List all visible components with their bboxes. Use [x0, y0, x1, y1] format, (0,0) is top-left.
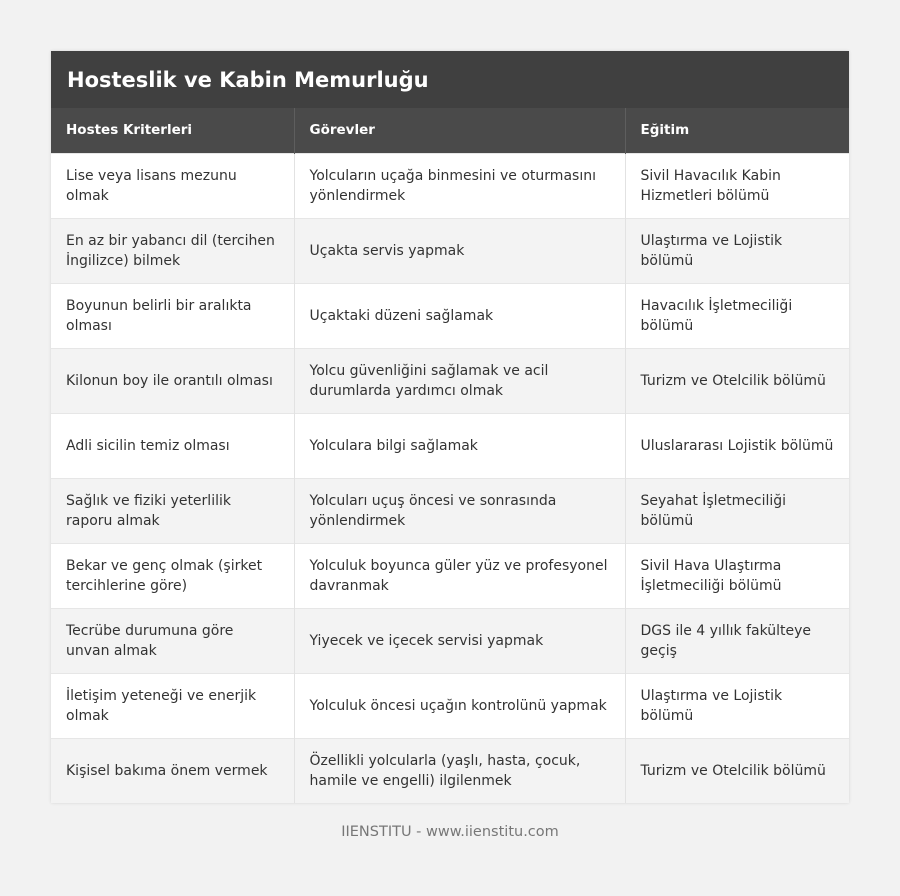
cell-education: DGS ile 4 yıllık fakülteye geçiş: [625, 608, 849, 673]
cell-duty: Yolcuların uçağa binmesini ve oturmasını yönlendirmek: [294, 153, 625, 218]
cell-criteria: İletişim yeteneği ve enerjik olmak: [51, 673, 294, 738]
cell-criteria: Boyunun belirli bir aralıkta olması: [51, 283, 294, 348]
table-title: Hosteslik ve Kabin Memurluğu: [51, 51, 849, 108]
header-education: Eğitim: [640, 122, 690, 139]
cell-education: Sivil Havacılık Kabin Hizmetleri bölümü: [625, 153, 849, 218]
cell-duty: Yolculara bilgi sağlamak: [294, 413, 625, 478]
table-row: [51, 478, 849, 543]
table-header: [51, 108, 849, 153]
cell-duty: Uçaktaki düzeni sağlamak: [294, 283, 625, 348]
table-row: [51, 673, 849, 738]
table-row: [51, 153, 849, 218]
cell-criteria: Kilonun boy ile orantılı olması: [51, 348, 294, 413]
table-body: [51, 153, 849, 803]
table-row: [51, 608, 849, 673]
cell-duty: Yolcuları uçuş öncesi ve sonrasında yönlendirmek: [294, 478, 625, 543]
cell-education: Turizm ve Otelcilik bölümü: [625, 738, 849, 803]
cell-education: Sivil Hava Ulaştırma İşletmeciliği bölümü: [625, 543, 849, 608]
cell-criteria: Bekar ve genç olmak (şirket tercihlerine göre): [51, 543, 294, 608]
cell-duty: Yolculuk öncesi uçağın kontrolünü yapmak: [294, 673, 625, 738]
data-table: [51, 108, 849, 803]
cell-education: Turizm ve Otelcilik bölümü: [625, 348, 849, 413]
cell-duty: Yiyecek ve içecek servisi yapmak: [294, 608, 625, 673]
cell-duty: Yolcu güvenliğini sağlamak ve acil durumlarda yardımcı olmak: [294, 348, 625, 413]
header-duties: Görevler: [294, 108, 625, 153]
table-card: [51, 51, 849, 803]
cell-duty: Yolculuk boyunca güler yüz ve profesyonel davranmak: [294, 543, 625, 608]
cell-criteria: En az bir yabancı dil (tercihen İngilizce) bilmek: [51, 218, 294, 283]
header-criteria: Hostes Kriterleri: [51, 108, 294, 153]
cell-duty: Özellikli yolcularla (yaşlı, hasta, çocuk, hamile ve engelli) ilgilenmek: [294, 738, 625, 803]
table-row: [51, 543, 849, 608]
header-row: [51, 108, 849, 153]
cell-criteria: Lise veya lisans mezunu olmak: [51, 153, 294, 218]
footer-credit: IIENSTITU - www.iienstitu.com: [341, 824, 559, 840]
cell-education: Ulaştırma ve Lojistik bölümü: [625, 673, 849, 738]
cell-duty: Uçakta servis yapmak: [294, 218, 625, 283]
cell-criteria: Sağlık ve fiziki yeterlilik raporu almak: [51, 478, 294, 543]
cell-criteria: Adli sicilin temiz olması: [51, 413, 294, 478]
cell-criteria: Kişisel bakıma önem vermek: [51, 738, 294, 803]
table-row: [51, 218, 849, 283]
cell-criteria: Tecrübe durumuna göre unvan almak: [51, 608, 294, 673]
table-row: [51, 283, 849, 348]
cell-education: Havacılık İşletmeciliği bölümü: [625, 283, 849, 348]
cell-education: Uluslararası Lojistik bölümü: [625, 413, 849, 478]
cell-education: Ulaştırma ve Lojistik bölümü: [625, 218, 849, 283]
table-row: [51, 348, 849, 413]
cell-education: Seyahat İşletmeciliği bölümü: [625, 478, 849, 543]
table-row: [51, 413, 849, 478]
table-row: [51, 738, 849, 803]
